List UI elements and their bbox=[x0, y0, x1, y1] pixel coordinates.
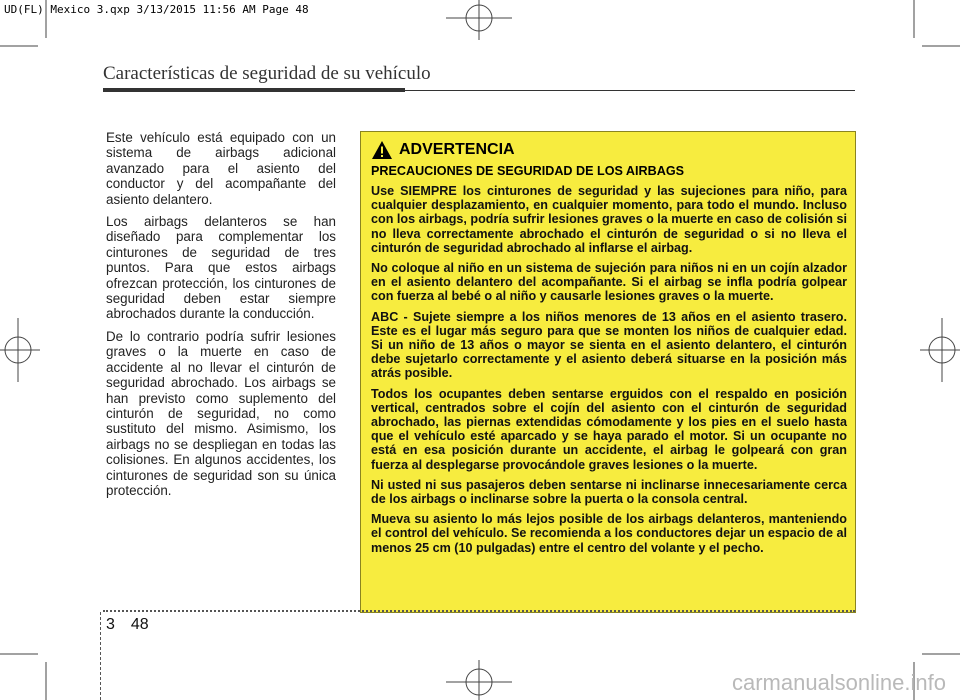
warning-paragraph: Ni usted ni sus pasajeros deben sentarse ni inclinarse innecesariamente cerca de los airbags o inclinarse sobre la puerta o la consola central. bbox=[371, 477, 847, 507]
warning-header bbox=[371, 140, 847, 160]
warning-box bbox=[360, 131, 856, 613]
print-slug: UD(FL) Mexico 3.qxp 3/13/2015 11:56 AM Page 48 bbox=[4, 3, 309, 16]
page-number bbox=[106, 616, 165, 634]
header-rule-thick bbox=[103, 88, 405, 92]
warning-paragraph: Use SIEMPRE los cinturones de seguridad y las sujeciones para niño, para cualquier desplazamiento, en cualquier momento, para todo el mundo. Incluso con los airbags, podría sufrir lesiones graves o la muerte en caso de colisión si no lleva correctamente abrochado el cinturón de seguridad o si no lleva el cinturón de seguridad abrochado al inflarse el airbag. bbox=[371, 184, 847, 255]
watermark: carmanualsonline.info bbox=[731, 670, 946, 695]
warning-paragraph: ABC - Sujete siempre a los niños menores de 13 años en el asiento trasero. Este es el lugar más seguro para que se monten los niños de cualquier edad. Si un niño de 13 años o mayor se sienta en el asiento delantero, el cinturón debe sujetarlo correctamente y el asiento deberá situarse en la posición más atrás posible. bbox=[371, 309, 847, 381]
chapter-number: 3 bbox=[106, 616, 115, 633]
warning-paragraph: Mueva su asiento lo más lejos posible de los airbags delanteros, manteniendo el control del vehículo. Se recomienda a los conductores dejar un espacio de al menos 25 cm (10 pulgadas) entre el centro del volante y el pecho. bbox=[371, 512, 847, 555]
warning-paragraph: No coloque al niño en un sistema de sujeción para niños ni en un cojín alzador en el asiento delantero del acompañante. Si el airbag se infla podría golpear con fuerza al bebé o al niño y causarle lesiones graves o la muerte. bbox=[371, 261, 847, 304]
section-title: Características de seguridad de su vehículo bbox=[103, 63, 431, 84]
body-paragraph: Este vehículo está equipado con un sistema de airbags adicional avanzado para el asiento del conductor y del acompañante del asiento delantero. bbox=[106, 130, 336, 207]
body-paragraph: De lo contrario podría sufrir lesiones graves o la muerte en caso de accidente al no llevar el cinturón de seguridad abrochado. Los airbags se han previsto como suplemento del cinturón de seguridad, no como sustituto del mismo. Asimismo, los airbags no se despliegan en todas las colisiones. En algunos accidentes, los cinturones de seguridad son su única protección. bbox=[106, 328, 336, 498]
warning-title: ADVERTENCIA bbox=[399, 141, 515, 158]
page-number-value: 48 bbox=[130, 616, 149, 633]
header-rule-thin bbox=[405, 90, 855, 91]
warning-subtitle: PRECAUCIONES DE SEGURIDAD DE LOS AIRBAGS bbox=[371, 164, 685, 178]
body-paragraph: Los airbags delanteros se han diseñado para complementar los cinturones de seguridad de tres puntos. Para que estos airbags ofrezcan protección, los cinturones de seguridad deben estar siempre abrochados durante la conducción. bbox=[106, 214, 336, 322]
footer-guide-line bbox=[100, 612, 101, 700]
warning-paragraph: Todos los ocupantes deben sentarse erguidos con el respaldo en posición vertical, centrados sobre el cojín del asiento con el cinturón de seguridad abrochado, las piernas extendidas cómodamente y los pies en el suelo hasta que el vehículo esté aparcado y se haya parado el motor. Si un ocupante no está en esa posición durante un accidente, el airbag le golpeará con gran fuerza al desplegarse provocándole graves lesiones o la muerte. bbox=[371, 386, 847, 472]
body-text-column bbox=[106, 130, 336, 505]
warning-triangle-icon bbox=[371, 140, 393, 160]
footer-dotted-rule bbox=[103, 610, 855, 612]
